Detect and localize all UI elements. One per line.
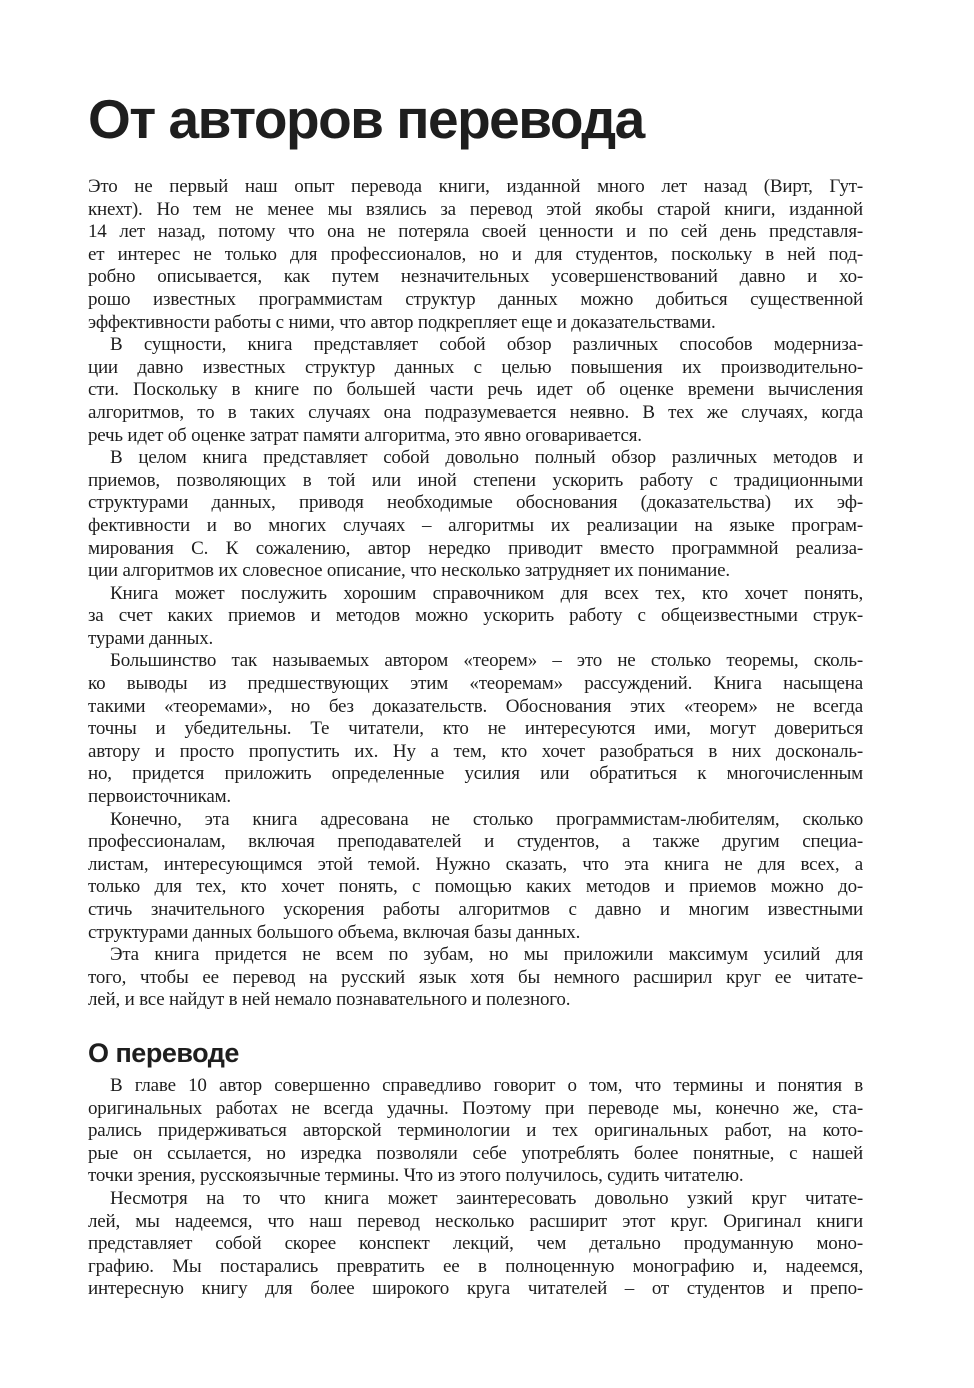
paragraph-line: Это не первый наш опыт перевода книги, изданной много лет назад (Вирт, Гут- bbox=[88, 176, 863, 197]
paragraph bbox=[88, 583, 863, 651]
paragraph-line: интересную книгу для более широкого круга читателей – от студентов и препо- bbox=[88, 1278, 863, 1300]
paragraph-line: точки зрения, русскоязычные термины. Что из этого получилось, судить читателю. bbox=[88, 1165, 744, 1187]
paragraph-line: листам, интересующимся этой темой. Нужно сказать, что эта книга не для всех, а bbox=[88, 853, 863, 875]
paragraph-line: эффективности работы с ними, что автор подкрепляет еще и доказательствами. bbox=[88, 311, 716, 333]
paragraph-line: только для тех, кто хочет понять, с помощью каких методов и приемов можно до- bbox=[88, 876, 863, 898]
paragraph-line: 14 лет назад, потому что она не потеряла своей ценности и по сей день представля- bbox=[88, 221, 863, 243]
paragraph-line: кнехт). Но тем не менее мы взялись за перевод этой якобы старой книги, изданной bbox=[88, 198, 863, 220]
paragraph-line: структурами данных большого объема, включая базы данных. bbox=[88, 921, 581, 943]
paragraph-line: Конечно, эта книга адресована не столько программистам-любителям, сколько bbox=[110, 808, 863, 830]
paragraph-line: того, чтобы ее перевод на русский язык хотя бы немного расширил круг ее читате- bbox=[88, 966, 863, 988]
paragraph-line: профессионалам, включая преподавателей и студентов, а также другим специа- bbox=[88, 831, 863, 853]
paragraph-line: рые он ссылается, но изредка позволяли себе употреблять более понятные, с нашей bbox=[88, 1142, 863, 1164]
paragraph bbox=[88, 1075, 863, 1188]
paragraph bbox=[88, 176, 863, 334]
paragraph-line: мирования C. К сожалению, автор нередко приводит вместо программной реализа- bbox=[88, 537, 863, 559]
paragraph-line: сти. Поскольку в книге по большей части речь идет об оценке времени вычисления bbox=[88, 379, 863, 401]
paragraph-line: лей, и все найдут в ней немало познавательного и полезного. bbox=[88, 989, 571, 1011]
text-column bbox=[88, 176, 863, 1301]
paragraph-line: точны и убедительны. Те читатели, кто не интересуются ими, могут довериться bbox=[88, 718, 863, 740]
paragraph-line: структурами данных, приводя необходимые обоснования (доказательства) их эф- bbox=[88, 492, 863, 514]
paragraph-line: стичь значительного ускорения работы алгоритмов с давно и многим известными bbox=[88, 899, 863, 920]
paragraph-line: речь идет об оценке затрат памяти алгоритма, это явно оговаривается. bbox=[88, 424, 642, 446]
paragraph-line: В главе 10 автор совершенно справедливо говорит о том, что термины и понятия в bbox=[110, 1074, 863, 1096]
paragraph-line: ции алгоритмов их словесное описание, что несколько затрудняет их понимание. bbox=[88, 560, 730, 582]
paragraph-line: рошо известных программистам структур данных можно добиться существенной bbox=[88, 288, 863, 310]
paragraph bbox=[88, 334, 863, 447]
paragraph-line: оригинальных работах не всегда удачны. Поэтому при переводе мы, конечно же, ста- bbox=[88, 1097, 863, 1119]
page-title: От авторов перевода bbox=[88, 88, 644, 150]
paragraph-line: Большинство так называемых автором «теорем» – это не столько теоремы, сколь- bbox=[110, 650, 863, 672]
paragraph bbox=[88, 1188, 863, 1301]
paragraph bbox=[88, 447, 863, 583]
paragraph-line: робно описывается, как путем незначительных усовершенствований давно и хо- bbox=[88, 266, 863, 288]
paragraph-line: ции давно известных структур данных с целью повышения их производительно- bbox=[88, 356, 863, 378]
paragraph-line: автору и просто пропустить их. Ну а тем, кто хочет разобраться в них доскональ- bbox=[88, 740, 863, 762]
paragraph-line: за счет каких приемов и методов можно ускорить работу с общеизвестными струк- bbox=[88, 605, 863, 627]
paragraph-line: первоисточникам. bbox=[88, 786, 231, 808]
paragraph-line: приемов, позволяющих в той или иной степени ускорить работу с традиционными bbox=[88, 469, 863, 491]
paragraph-line: но, придется приложить определенные усилия или обратиться к многочисленным bbox=[88, 763, 863, 785]
paragraph-line: алгоритмов, то в таких случаях она подразумевается неявно. В тех же случаях, когда bbox=[88, 401, 863, 423]
paragraph bbox=[88, 944, 863, 1012]
paragraph-line: турами данных. bbox=[88, 627, 214, 649]
section-heading: О переводе bbox=[88, 1037, 239, 1068]
paragraph-line: Книга может послужить хорошим справочником для всех тех, кто хочет понять, bbox=[110, 582, 863, 604]
paragraph-line: ко выводы из предшествующих этим «теоремам» рассуждений. Книга насыщена bbox=[88, 673, 863, 695]
paragraph-line: лей, мы надеемся, что наш перевод несколько расширит этот круг. Оригинал книги bbox=[88, 1210, 863, 1232]
paragraph-line: В сущности, книга представляет собой обзор различных способов модерниза- bbox=[110, 334, 863, 356]
paragraph bbox=[88, 809, 863, 945]
paragraph-line: ет интерес не только для профессионалов, но и для студентов, поскольку в ней под- bbox=[88, 243, 863, 265]
paragraph-line: графию. Мы постарались превратить ее в полноценную монографию и, надеемся, bbox=[88, 1255, 863, 1277]
paragraph-line: Несмотря на то что книга может заинтересовать довольно узкий круг читате- bbox=[110, 1187, 863, 1209]
paragraph-line: В целом книга представляет собой довольно полный обзор различных методов и bbox=[110, 447, 863, 469]
paragraph-line: фективности и во многих случаях – алгоритмы их реализации на языке програм- bbox=[88, 514, 863, 536]
paragraph-line: представляет собой скорее конспект лекций, чем детально продуманную моно- bbox=[88, 1233, 863, 1255]
paragraph bbox=[88, 650, 863, 808]
paragraph-line: такими «теоремами», но без доказательств. Обоснования этих «теорем» не всегда bbox=[88, 695, 863, 717]
paragraph-line: Эта книга придется не всем по зубам, но мы приложили максимум усилий для bbox=[110, 944, 863, 966]
paragraph-line: рались придерживаться авторской терминологии и тех оригинальных работ, на кото- bbox=[88, 1120, 863, 1142]
